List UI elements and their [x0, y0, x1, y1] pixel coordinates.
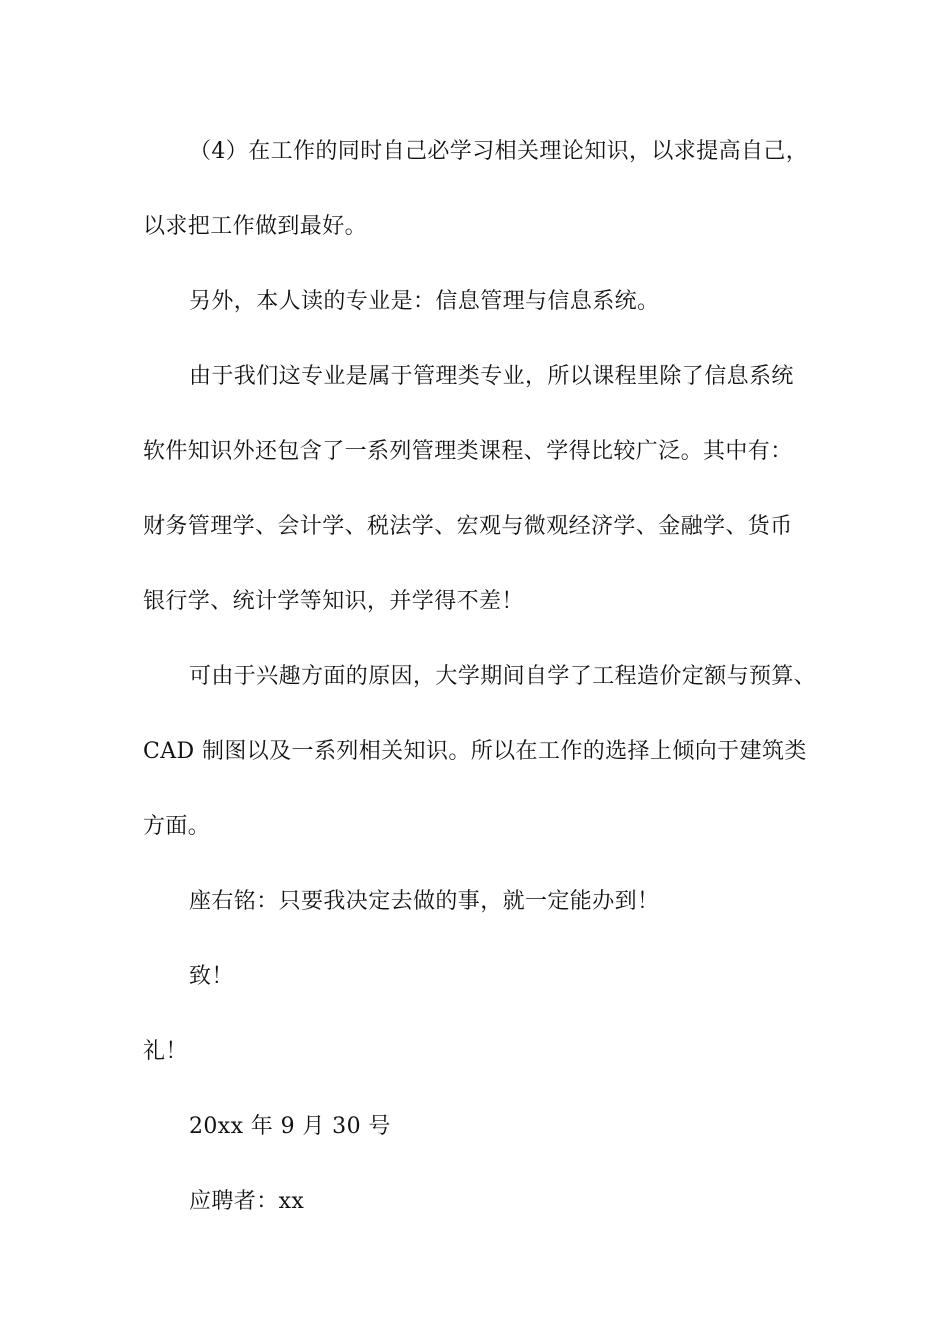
closing-regards: 礼！: [143, 1039, 188, 1064]
paragraph-line-3: 另外，本人读的专业是：信息管理与信息系统。: [189, 289, 660, 314]
paragraph-line-6: 财务管理学、会计学、税法学、宏观与微观经济学、金融学、货币: [143, 514, 793, 539]
paragraph-line-5: 软件知识外还包含了一系列管理类课程、学得比较广泛。其中有：: [143, 439, 793, 464]
motto-line: 座右铭：只要我决定去做的事，就一定能办到！: [189, 889, 660, 914]
paragraph-line-1: （4）在工作的同时自己必学习相关理论知识，以求提高自己，: [189, 139, 809, 164]
closing-salutation: 致！: [189, 964, 234, 989]
paragraph-line-7: 银行学、统计学等知识，并学得不差！: [143, 589, 524, 614]
date-line: 20xx 年 9 月 30 号: [189, 1114, 391, 1139]
paragraph-line-4: 由于我们这专业是属于管理类专业，所以课程里除了信息系统: [189, 364, 794, 389]
paragraph-line-9: CAD 制图以及一系列相关知识。所以在工作的选择上倾向于建筑类: [143, 739, 807, 764]
paragraph-line-10: 方面。: [143, 814, 211, 839]
paragraph-line-2: 以求把工作做到最好。: [143, 214, 368, 239]
applicant-signature: 应聘者：xx: [189, 1189, 305, 1214]
paragraph-line-8: 可由于兴趣方面的原因，大学期间自学了工程造价定额与预算、: [189, 664, 817, 689]
